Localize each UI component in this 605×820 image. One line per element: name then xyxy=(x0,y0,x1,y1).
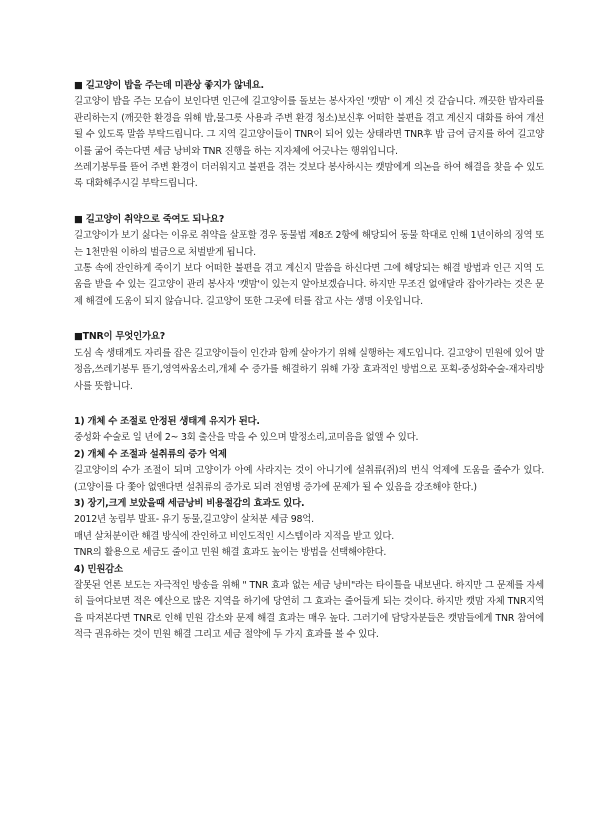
section-heading: ■ 길고양이 취약으로 죽여도 되나요? xyxy=(74,213,225,225)
benefit-4 xyxy=(74,562,544,644)
section-tnr xyxy=(74,329,544,395)
section-feeding xyxy=(74,78,544,193)
paragraph: 길고양이가 보기 싫다는 이유로 취약을 살포할 경우 동물법 제8조 2항에 해당되어 동물 학대로 인해 1년이하의 징역 또는 1천만원 이하의 벌금으로 처벌받게 됩니다. xyxy=(74,230,544,258)
paragraph: 잘못된 언론 보도는 자극적인 방송을 위해 " TNR 효과 없는 세금 낭비"라는 타이틀을 내보낸다. 하지만 그 문제를 자세히 들여다보면 적은 예산으로 많은 지역을 하기에 당연히 그 효과는 줄어들게 되는 것이다. 하지만 캣맘 자체 TNR지역을 따져본다면 TNR로 인해 민원 감소와 문제 해결 효과는 매우 높다. 그러기에 담당자분들은 캣맘들에게 TNR 참여에 적극 권유하는 것이 민원 해결 그리고 세금 절약에 두 가지 효과를 볼 수 있다. xyxy=(74,579,544,641)
benefit-2 xyxy=(74,447,544,496)
section-heading: ■TNR이 무엇인가요? xyxy=(74,331,165,343)
paragraph: 2012년 농림부 발표- 유기 동물,길고양이 살처분 세금 98억. xyxy=(74,514,314,526)
benefit-heading: 2) 개체 수 조절과 설취류의 증가 억제 xyxy=(74,448,227,460)
paragraph: 길고양이 밥을 주는 모습이 보인다면 인근에 길고양이를 돌보는 봉사자인 '캣맘' 이 계신 것 같습니다. 깨끗한 밥자리를 관리하는지 (깨끗한 환경을 위해 밥,물그릇 사용과 주변 환경 청소)보신후 어떠한 불편을 겪고 계신지 대화를 하여 개선될 수 있도록 말씀 부탁드립니다. 그 지역 길고양이들이 TNR이 되어 있는 상태라면 TNR후 밥 급여 금지를 하여 길고양이를 굶어 죽는다면 세금 낭비와 TNR 진행을 하는 지자체에 어긋나는 행위입니다. xyxy=(74,96,544,157)
paragraph: 고통 속에 잔인하게 죽이기 보다 어떠한 불편을 겪고 계신지 말씀을 하신다면 그에 해당되는 해결 방법과 인근 지역 도움을 받을 수 있는 길고양이 관리 봉사자 '캣맘'이 있는지 알아보겠습니다. 하지만 무조건 없애달라 잡아가라는 것은 문제 해결에 도움이 되지 않습니다. 길고양이 또한 그곳에 터를 잡고 사는 생명 이웃입니다. xyxy=(74,263,544,307)
section-heading: ■ 길고양이 밥을 주는데 미관상 좋지가 않네요. xyxy=(74,80,264,91)
paragraph: 쓰레기봉투를 뜯어 주변 환경이 더러워지고 불편을 겪는 것보다 봉사하시는 캣맘에게 의논을 하여 해결을 찾을 수 있도록 대화해주시길 부탁드립니다. xyxy=(74,162,544,190)
benefit-heading: 4) 민원감소 xyxy=(74,563,123,575)
paragraph: 중성화 수술로 일 년에 2~ 3회 출산을 막을 수 있으며 발정소리,교미음을 없앨 수 있다. xyxy=(74,432,419,444)
benefit-heading: 1) 개체 수 조절로 안정된 생태계 유지가 된다. xyxy=(74,415,260,427)
benefit-1 xyxy=(74,414,544,447)
benefit-heading: 3) 장기,크게 보았을때 세금낭비 비용절감의 효과도 있다. xyxy=(74,497,305,509)
paragraph: TNR의 활용으로 세금도 줄이고 민원 해결 효과도 높이는 방법을 선택해야한다. xyxy=(74,547,387,559)
paragraph: 매년 살처분이란 해결 방식에 잔인하고 비인도적인 시스템이라 지적을 받고 있다. xyxy=(74,530,395,542)
benefit-3 xyxy=(74,496,544,562)
paragraph: 도심 속 생태계도 자리를 잡은 길고양이들이 인간과 함께 살아가기 위해 실행하는 제도입니다. 길고양이 민원에 있어 발정음,쓰레기봉투 뜯기,영역싸움소리,개체 수 증가를 해결하기 위해 가장 효과적인 방법으로 포획-중성화수술-재자리방사를 뜻합니다. xyxy=(74,347,544,392)
document-page xyxy=(74,78,544,644)
paragraph: 길고양이의 수가 조절이 되며 고양이가 아예 사라지는 것이 아니기에 설취류(쥐)의 번식 억제에 도움을 줄수가 있다. (고양이를 다 쫓아 없앤다면 설취류의 증가로 되려 전염병 증가에 문제가 될 수 있음을 강조해야 한다.) xyxy=(74,465,544,493)
section-poison xyxy=(74,212,544,310)
